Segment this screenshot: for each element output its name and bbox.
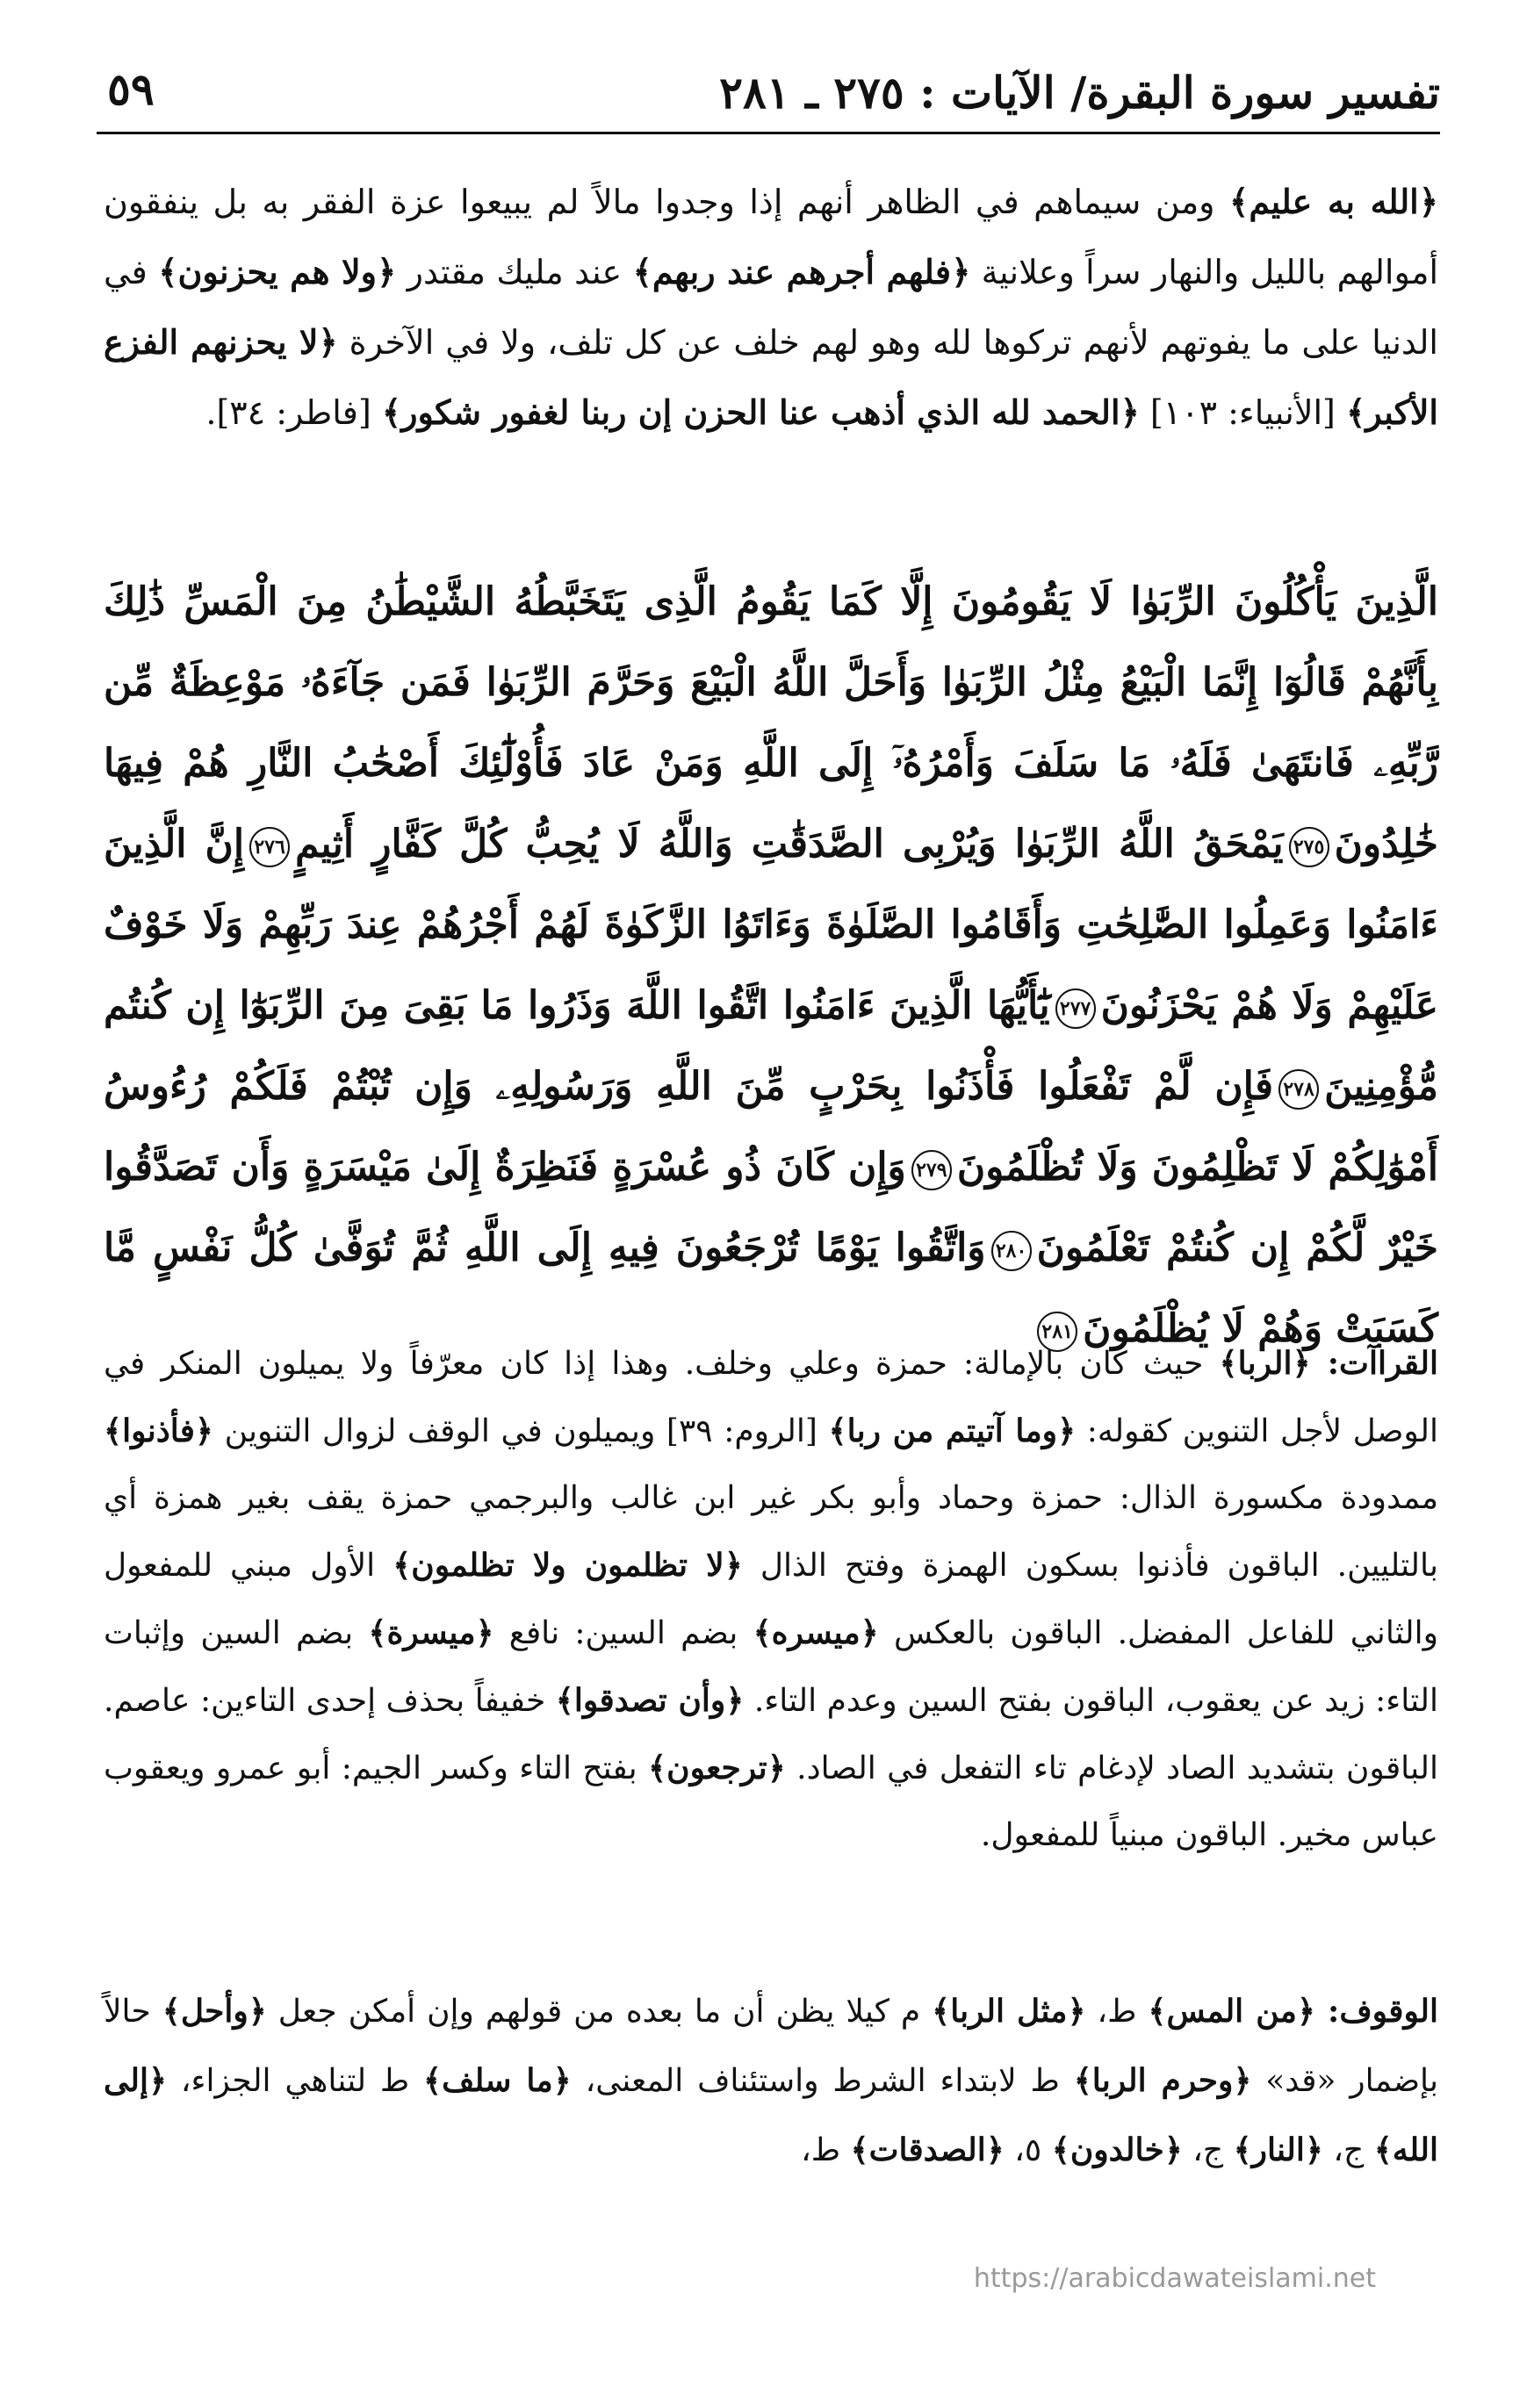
running-title: تفسير سورة البقرة/ الآيات : ٢٧٥ ـ ٢٨١: [719, 67, 1440, 119]
quote-bracket: ﴾: [648, 1750, 667, 1786]
quote-bracket: ﴾: [632, 252, 652, 291]
quote-bracket: ﴾: [1148, 1993, 1167, 2030]
quote-bracket: ﴿: [1292, 1345, 1311, 1382]
quoted-text: فأذنوا: [122, 1412, 195, 1449]
quote-bracket: ﴿: [1057, 1412, 1077, 1449]
quoted-text: الصدقات: [868, 2131, 986, 2168]
body-text: خفيفاً بحذف إحدى التاءين: عاصم. الباقون بتشديد الصاد لإدغام تاء التفعل في الصاد.: [104, 1683, 1438, 1786]
body-text: بضم السين: نافع: [493, 1615, 753, 1651]
quote-bracket: ﴿: [248, 1993, 267, 2030]
quote-bracket: ﴾: [828, 1412, 847, 1449]
quote-bracket: ﴾: [1373, 2131, 1393, 2168]
quoted-text: وأن تصدقوا: [573, 1682, 726, 1719]
quote-bracket: ﴿: [1067, 1993, 1086, 2030]
page-number: ٥٩: [107, 63, 155, 115]
body-text: ط لابتداء الشرط واستئناف المعنى،: [571, 2063, 1074, 2099]
quoted-text: خالدون: [1069, 2131, 1164, 2168]
quoted-text: فلهم أجرهم عند ربهم: [652, 252, 952, 291]
quote-bracket: ﴿: [725, 1682, 745, 1719]
verse-number-275: ٢٧٥: [1289, 827, 1329, 867]
body-text: ط لتناهي الجزاء،: [167, 2063, 424, 2099]
quoted-text: الحمد لله الذي أذهب عنا الحزن إن ربنا لغفور شكور: [401, 392, 1120, 432]
quote-bracket: ﴿: [860, 1614, 879, 1651]
wuquf-section: [104, 1977, 1438, 2185]
quote-bracket: ﴾: [932, 1993, 951, 2030]
quote-bracket: ﴿: [951, 252, 971, 291]
verse-280: وَإِن كَانَ ذُو عُسْرَةٍ فَنَظِرَةٌ إِلَىٰ مَيْسَرَةٍ وَأَن تَصَدَّقُوا خَيْرٌ لَّكُمْ إِن كُنتُمْ تَعْلَمُونَ: [104, 1145, 1439, 1270]
quoted-text: مثل الربا: [950, 1993, 1068, 2030]
quote-bracket: ﴿: [552, 2062, 572, 2099]
verse-276: يَمْحَقُ اللَّهُ الرِّبَوٰا وَيُرْبِى الصَّدَقَٰتِ وَاللَّهُ لَا يُحِبُّ كُلَّ كَفَّارٍ أَثِيمٍ: [295, 822, 1284, 866]
body-text: ط،: [1085, 1994, 1149, 2030]
source-watermark: https://arabicdawateislami.net: [973, 2263, 1376, 2294]
section-label: الوقوف:: [1315, 1993, 1439, 2030]
quote-bracket: ﴾: [1051, 2131, 1070, 2168]
body-text: ج،: [1182, 2132, 1234, 2168]
body-text: ومن سيماهم في الظاهر أنهم إذا وجدوا مالاً لم يبيعوا عزة الفقر به بل ينفقون أموالهم بالليل والنهار سراً وعلانية: [104, 183, 1439, 291]
quote-bracket: ﴾: [158, 252, 178, 291]
quote-bracket: ﴾: [1219, 1345, 1238, 1382]
quote-bracket: ﴾: [393, 1547, 412, 1584]
verse-279: فَإِن لَّمْ تَفْعَلُوا فَأْذَنُوا بِحَرْبٍ مِّنَ اللَّهِ وَرَسُولِهِۦ وَإِن تُبْتُمْ فَلَكُمْ رُءُوسُ أَمْوَٰلِكُمْ لَا تَظْلِمُونَ وَلَا تُظْلَمُونَ: [104, 1064, 1438, 1190]
quote-bracket: ﴾: [1233, 2131, 1252, 2168]
quote-bracket: ﴾: [850, 2131, 869, 2168]
quote-bracket: ﴿: [985, 2131, 1005, 2168]
qiraat-section: [104, 1330, 1438, 1869]
quote-bracket: ﴿: [194, 1412, 214, 1449]
quoted-text: الربا: [1237, 1345, 1293, 1382]
intro-paragraph: [104, 167, 1438, 448]
quote-bracket: ﴿: [1163, 2131, 1183, 2168]
quoted-text: وما آتيتم من ربا: [846, 1412, 1058, 1449]
body-text: ج،: [1322, 2132, 1374, 2168]
quote-bracket: ﴾: [381, 392, 402, 432]
quote-bracket: ﴾: [1229, 182, 1250, 221]
quote-bracket: ﴾: [753, 1614, 772, 1651]
quote-bracket: ﴾: [368, 1614, 387, 1651]
quote-bracket: ﴾: [555, 1682, 574, 1719]
quote-bracket: ﴿: [1296, 1993, 1315, 2030]
quoted-text: الله به عليم: [1249, 182, 1419, 221]
quoted-text: وحرم الربا: [1091, 2062, 1234, 2099]
body-text: م كيلا يظن أن ما بعده من قولهم وإن أمكن جعل: [266, 1994, 933, 2030]
quote-bracket: ﴿: [1120, 392, 1140, 432]
verse-275: الَّذِينَ يَأْكُلُونَ الرِّبَوٰا لَا يَقُومُونَ إِلَّا كَمَا يَقُومُ الَّذِى يَتَخَبَّطُهُ الشَّيْطَٰنُ مِنَ الْمَسِّ ذَٰلِكَ بِأَنَّهُمْ قَالُوٓا إِنَّمَا الْبَيْعُ مِثْلُ الرِّبَوٰا وَأَحَلَّ اللَّهُ الْبَيْعَ وَحَرَّمَ الرِّبَوٰا فَمَن جَآءَهُۥ مَوْعِظَةٌ مِّن رَّبِّهِۦ فَانتَهَىٰ فَلَهُۥ مَا سَلَفَ وَأَمْرُهُۥٓ إِلَى اللَّهِ وَمَنْ عَادَ فَأُوْلَٰٓئِكَ أَصْحَٰبُ النَّارِ هُمْ فِيهَا خَٰلِدُونَ: [104, 579, 1438, 866]
verse-278: يَٰٓأَيُّهَا الَّذِينَ ءَامَنُوا اتَّقُوا اللَّهَ وَذَرُوا مَا بَقِىَ مِنَ الرِّبَوٰٓا إِن كُنتُم مُّؤْمِنِينَ: [104, 983, 1438, 1109]
body-text: الأول مبني للمفعول والثاني للفاعل المفضل. الباقون بالعكس: [104, 1548, 1439, 1651]
verse-277: إِنَّ الَّذِينَ ءَامَنُوا وَعَمِلُوا الصَّٰلِحَٰتِ وَأَقَامُوا الصَّلَوٰةَ وَءَاتَوُا الزَّكَوٰةَ لَهُمْ أَجْرُهُمْ عِندَ رَبِّهِمْ وَلَا خَوْفٌ عَلَيْهِمْ وَلَا هُمْ يَحْزَنُونَ: [104, 822, 1438, 1028]
verse-number-276: ٢٧٦: [249, 827, 290, 867]
body-text: ٥،: [1004, 2132, 1052, 2168]
body-text: [الروم: ٣٩] ويميلون في الوقف لزوال التنوين: [213, 1413, 829, 1449]
quote-bracket: ﴿: [724, 1547, 743, 1584]
quoted-text: لا تظلمون ولا تظلمون: [411, 1547, 724, 1584]
body-text: حيث كان بالإمالة: حمزة وعلي وخلف. وهذا إذا كان معرّفاً ولا يميلون المنكر في الوصل لأجل التنوين كقوله:: [104, 1346, 1438, 1449]
quoted-text: إلى الله: [104, 2062, 1438, 2168]
quoted-text: ولا هم يحزنون: [177, 252, 378, 291]
quoted-text: ميسرة: [386, 1614, 476, 1651]
citation: [الأنبياء: ١٠٣]: [1139, 393, 1346, 432]
verse-281: وَاتَّقُوا يَوْمًا تُرْجَعُونَ فِيهِ إِلَى اللَّهِ ثُمَّ تُوَفَّىٰ كُلُّ نَفْسٍ مَّا كَسَبَتْ وَهُمْ لَا يُظْلَمُونَ: [104, 1226, 1438, 1351]
quote-bracket: ﴿: [1304, 2131, 1323, 2168]
quote-bracket: ﴾: [1345, 392, 1366, 432]
verse-number-278: ٢٧٨: [1278, 1069, 1319, 1110]
quote-bracket: ﴾: [1073, 2062, 1092, 2099]
verse-number-279: ٢٧٩: [911, 1150, 952, 1190]
quoted-text: ميسره: [771, 1614, 861, 1651]
quoted-text: النار: [1251, 2131, 1305, 2168]
quote-bracket: ﴿: [1418, 182, 1438, 221]
body-text: ط،: [801, 2132, 851, 2168]
quote-bracket: ﴾: [423, 2062, 443, 2099]
quote-bracket: ﴿: [475, 1614, 494, 1651]
body-text: عند مليك مقتدر: [396, 253, 633, 291]
quote-bracket: ﴾: [104, 1412, 123, 1449]
body-text: بفتح التاء وكسر الجيم: أبو عمرو ويعقوب عباس مخير. الباقون مبنياً للمفعول.: [104, 1750, 1438, 1853]
quote-bracket: ﴿: [1233, 2062, 1252, 2099]
body-text: حالاً بإضمار «قد»: [104, 1994, 1439, 2099]
quote-bracket: ﴾: [162, 1993, 181, 2030]
quote-bracket: ﴿: [318, 322, 338, 362]
quoted-text: ما سلف: [442, 2062, 553, 2099]
quote-bracket: ﴿: [377, 252, 397, 291]
verse-number-277: ٢٧٧: [1055, 988, 1096, 1029]
page-header: [97, 63, 1440, 134]
quoted-text: ترجعون: [666, 1750, 767, 1786]
quoted-text: وأحل: [180, 1993, 248, 2030]
quran-verses: [104, 562, 1438, 1369]
quoted-text: من المس: [1166, 1993, 1297, 2030]
body-text: ممدودة مكسورة الذال: حمزة وحماد وأبو بكر غير ابن غالب والبرجمي حمزة يقف بغير همزة أي بالتليين. الباقون فأذنوا بسكون الهمزة وفتح الذال: [104, 1480, 1438, 1584]
quoted-text: لا يحزنهم الفزع الأكبر: [104, 322, 1438, 432]
body-text: بضم السين وإثبات التاء: زيد عن يعقوب، الباقون بفتح السين وعدم التاء.: [104, 1615, 1438, 1719]
citation: [فاطر: ٣٤].: [205, 393, 382, 432]
quote-bracket: ﴿: [148, 2062, 168, 2099]
verse-number-280: ٢٨٠: [991, 1231, 1032, 1271]
quote-bracket: ﴿: [767, 1750, 786, 1786]
section-label: القراآت:: [1310, 1345, 1438, 1382]
body-text: في الدنيا على ما يفوتهم لأنهم تركوها لله وهو لهم خلف عن كل تلف، ولا في الآخرة: [104, 253, 1438, 362]
verse-number-281: ٢٨١: [1037, 1312, 1077, 1352]
